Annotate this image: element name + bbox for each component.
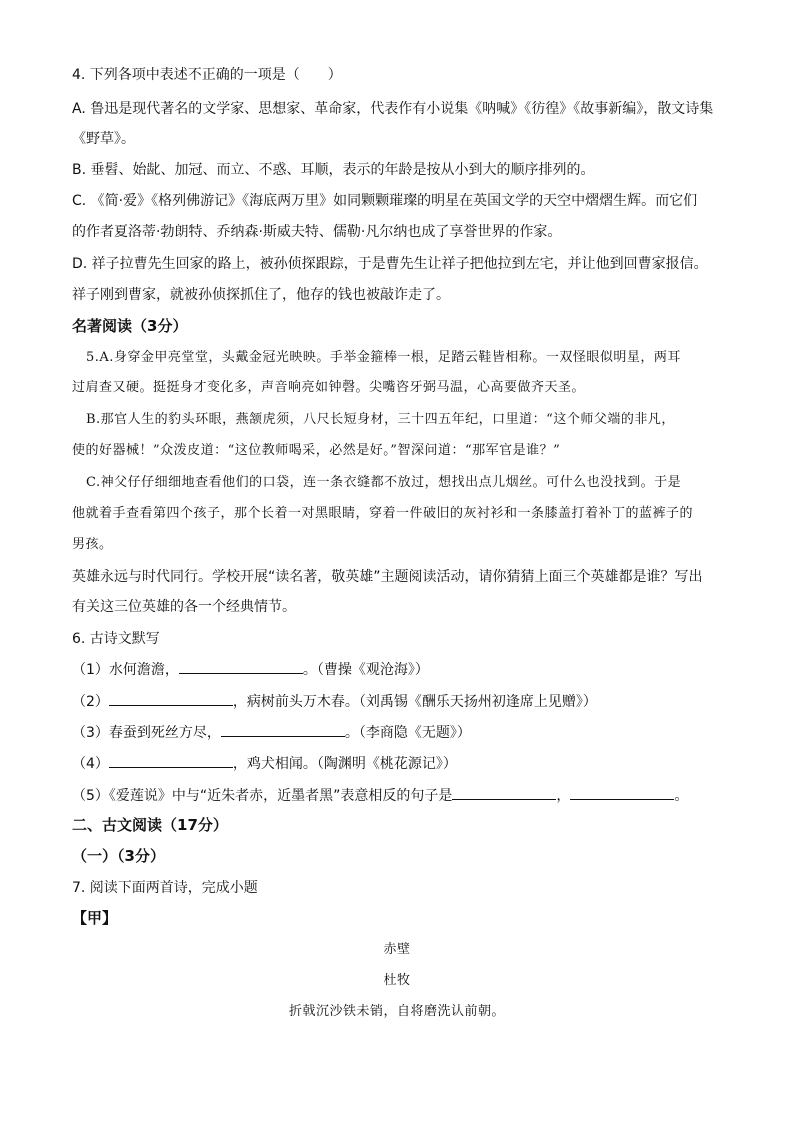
answer-blank-2[interactable] [109, 691, 233, 706]
q4-stem: 4. 下列各项中表述不正确的一项是（ ） [72, 67, 342, 83]
answer-blank-5a[interactable] [452, 785, 556, 800]
answer-blank-3[interactable] [221, 722, 345, 737]
q5-b-line2: 使的好器械！”众泼皮道：“这位教师喝采，必然是好。”智深问道：“那军官是谁？” [72, 443, 561, 458]
section2-heading: 二、古文阅读（17分） [72, 816, 228, 834]
q5-a-line2: 过肩查又硬。挺挺身才变化多，声音响亮如钟磬。尖嘴咨牙弼马温，心高要做齐天圣。 [72, 380, 586, 395]
q6-line2 [72, 691, 597, 712]
q4-option-a-line1: A. 鲁迅是现代著名的文学家、思想家、革命家，代表作有小说集《呐喊》《彷徨》《故事新编》，散文诗集 [72, 101, 714, 117]
q6-line2-suffix: ，病树前头万木春。（刘禹锡《酬乐天扬州初逢席上见赠》） [232, 694, 597, 710]
q6-line5 [72, 785, 688, 806]
q7-instruction: 7. 阅读下面两首诗，完成小题 [72, 880, 258, 896]
answer-blank-4[interactable] [109, 753, 233, 768]
poem-author: 杜牧 [383, 973, 411, 988]
poem-jia-label: 【甲】 [72, 909, 118, 927]
answer-blank-1[interactable] [179, 659, 303, 674]
poem-line-1: 折戟沉沙铁未销，自将磨洗认前朝。 [288, 1004, 505, 1019]
q4-option-d-line1: D. 祥子拉曹先生回家的路上，被孙侦探跟踪，于是曹先生让祥子把他拉到左宅，并让他到回曹家报信。 [72, 256, 708, 272]
q5-c-line2: 他就着手查看第四个孩子，那个长着一对黑眼睛，穿着一件破旧的灰衬衫和一条膝盖打着补丁的蓝裤子的 [72, 506, 694, 521]
mingzhu-heading: 名著阅读（3分） [72, 317, 188, 335]
q6-title: 6. 古诗文默写 [72, 631, 160, 647]
q6-line4-suffix: ，鸡犬相闻。（陶渊明《桃花源记》） [232, 756, 457, 772]
q4-option-d-line2: 祥子刚到曹家，就被孙侦探抓住了，他存的钱也被敲诈走了。 [72, 287, 450, 303]
q5-c-line1: C.神父仔仔细细地查看他们的口袋，连一条衣缝都不放过，想找出点儿烟丝。可什么也没找到。于是 [86, 475, 682, 490]
poem-title: 赤壁 [383, 942, 411, 957]
q6-line5-sep: ， [556, 788, 571, 804]
answer-blank-5b[interactable] [570, 785, 674, 800]
q5-a-line1: 5.A.身穿金甲亮堂堂，头戴金冠光映映。手举金箍棒一根，足踏云鞋皆相称。一双怪眼似明星，两耳 [86, 350, 681, 365]
q5-c-line3: 男孩。 [72, 537, 113, 552]
q4-option-b: B. 垂髫、始龀、加冠、而立、不惑、耳顺，表示的年龄是按从小到大的顺序排列的。 [72, 162, 595, 178]
q5-b-line1: B.那官人生的豹头环眼，燕颔虎须，八尺长短身材，三十四五年纪，口里道：“这个师父端的非凡， [86, 412, 675, 427]
q6-line3-suffix: 。（李商隐《无题》） [344, 725, 471, 741]
q6-line1-suffix: 。（曹操《观沧海》） [302, 662, 429, 678]
q6-line3 [72, 722, 471, 743]
q5-task-line2: 有关这三位英雄的各一个经典情节。 [72, 599, 296, 615]
q4-option-a-line2: 《野草》。 [72, 131, 135, 147]
q6-line4 [72, 753, 457, 774]
q6-line1-prefix: （1）水何澹澹， [72, 662, 179, 678]
q6-line4-prefix: （4） [72, 756, 109, 772]
q6-line3-prefix: （3）春蚕到死丝方尽， [72, 725, 221, 741]
q6-line1 [72, 659, 429, 680]
q4-option-c-line1: C. 《简·爱》《格列佛游记》《海底两万里》如同颗颗璀璨的明星在英国文学的天空中熠熠生辉。而它们 [72, 193, 698, 209]
q4-option-c-line2: 的作者夏洛蒂·勃朗特、乔纳森·斯威夫特、儒勒·凡尔纳也成了享誉世界的作家。 [72, 224, 562, 240]
q6-line2-prefix: （2） [72, 694, 109, 710]
section2-sub-heading: （一）（3分） [72, 847, 165, 865]
q6-line5-suffix: 。 [674, 788, 689, 804]
q6-line5-prefix: （5）《爱莲说》中与“近朱者赤，近墨者黑”表意相反的句子是 [72, 788, 453, 804]
q5-task-line1: 英雄永远与时代同行。学校开展“读名著，敬英雄”主题阅读活动，请你猜猜上面三个英雄都是谁？写出 [72, 569, 703, 585]
